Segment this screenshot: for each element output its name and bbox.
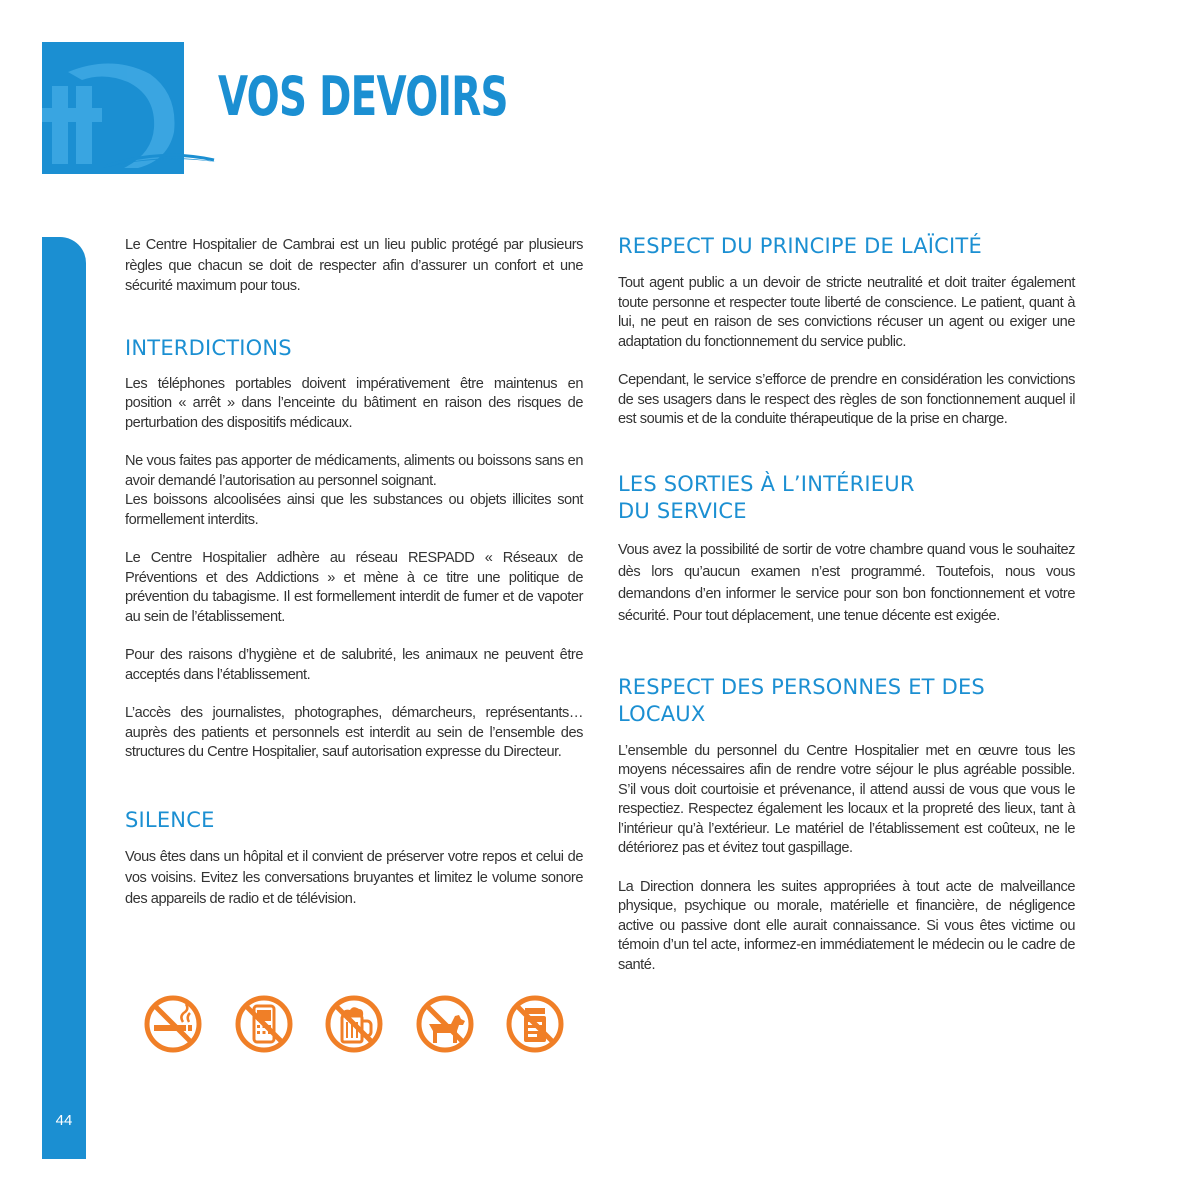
page-number: 44 [55,1112,73,1129]
laicite-paragraph: Cependant, le service s’efforce de prendre en considération les convictions de ses usagers dans le respect des règles de son fonctionnement auquel il est soumis et de la conduite thérapeutique de la prise en charge. [618,372,1075,427]
prohibition-icons [143,994,573,1056]
respect-paragraph: L’ensemble du personnel du Centre Hospitalier met en œuvre tous les moyens nécessaires afin de rendre votre séjour le plus agréable possible. S’il vous doit courtoisie et prévenance, il attend aussi de vous que vous le respectiez. Respectez également les locaux et la propreté des lieux, tant à l’intérieur qu’à l’extérieur. Le matériel de l’établissement est coûteux, ne le détériorez pas et évitez tout gaspillage. [618,742,1075,856]
interdictions-paragraph: Pour des raisons d’hygiène et de salubrité, les animaux ne peuvent être acceptés dans l’établissement. [125,647,583,683]
section-title-interdictions: INTERDICTIONS [125,335,292,360]
section-title-respect-line1: RESPECT DES PERSONNES ET DES [618,674,985,699]
sorties-paragraph: Vous avez la possibilité de sortir de votre chambre quand vous le souhaitez dès lors qu’aucun examen n’est programmé. Toutefois, nous vous demandons d’en informer le service pour son bon fonctionnement et votre sécurité. Pour tout déplacement, une tenue décente est exigée. [618,541,1075,624]
interdictions-paragraph: Les téléphones portables doivent impérativement être maintenus en position « arrêt » dans l’enceinte du bâtiment en raison des risques de perturbation des dispositifs médicaux. [125,375,583,431]
interdictions-paragraph: L’accès des journalistes, photographes, démarcheurs, représentants…auprès des patients et personnels est interdit au sein de l’ensemble des structures du Centre Hospitalier, sauf autorisation expresse du Directeur. [125,705,583,760]
silence-paragraph: Vous êtes dans un hôpital et il convient de préserver votre repos et celui de vos voisins. Evitez les conversations bruyantes et limitez le volume sonore des appareils de radio et de télévision. [125,848,583,907]
section-title-sorties [618,471,1075,525]
page-title: VOS DEVOIRS [218,65,508,128]
no-alcohol-icon [324,994,384,1054]
interdictions-paragraph: Le Centre Hospitalier adhère au réseau RESPADD « Réseaux de Préventions et des Addictions » et mène à ce titre une politique de prévention du tabagisme. Il est formellement interdit de fumer et de vapoter au sein de l’établissement. [125,550,583,625]
interdictions-paragraph: Ne vous faites pas apporter de médicaments, aliments ou boissons sans en avoir demandé l’autorisation au personnel soignant. [125,453,583,489]
section-title-silence: SILENCE [125,807,215,832]
interdictions-paragraph: Les boissons alcoolisées ainsi que les substances ou objets illicites sont formellement interdits. [125,492,583,528]
side-bar [42,237,86,1159]
section-title-sorties-line1: LES SORTIES À L’INTÉRIEUR [618,471,915,496]
no-phone-icon [234,994,294,1054]
hospital-logo-icon [42,42,217,174]
left-column [125,230,583,910]
no-animals-icon [415,994,475,1054]
laicite-paragraph: Tout agent public a un devoir de stricte neutralité et doit traiter également toute personne et respecter toute liberté de conscience. Le patient, quant à lui, ne peut en raison de ses convictions récuser un agent ou exiger une adaptation du fonctionnement du service public. [618,275,1075,350]
no-smoking-icon [143,994,203,1054]
intro-paragraph: Le Centre Hospitalier de Cambrai est un lieu public protégé par plusieurs règles que chacun se doit de respecter afin d’assurer un confort et une sécurité maximum pour tous. [125,237,583,294]
section-title-sorties-line2: DU SERVICE [618,498,747,523]
section-title-laicite: RESPECT DU PRINCIPE DE LAÏCITÉ [618,234,982,258]
section-title-respect-line2: LOCAUX [618,701,706,726]
section-title-respect [618,674,1075,728]
respect-paragraph: La Direction donnera les suites appropriées à tout acte de malveillance physique, psychique ou morale, matérielle et financière, de négligence active ou passive dont elle aurait connaissance. Si vous êtes victime ou témoin d’un tel acte, informez-en immédiatement le médecin ou le cadre de santé. [618,878,1075,973]
right-column [618,230,1075,975]
no-medication-icon [505,994,565,1054]
